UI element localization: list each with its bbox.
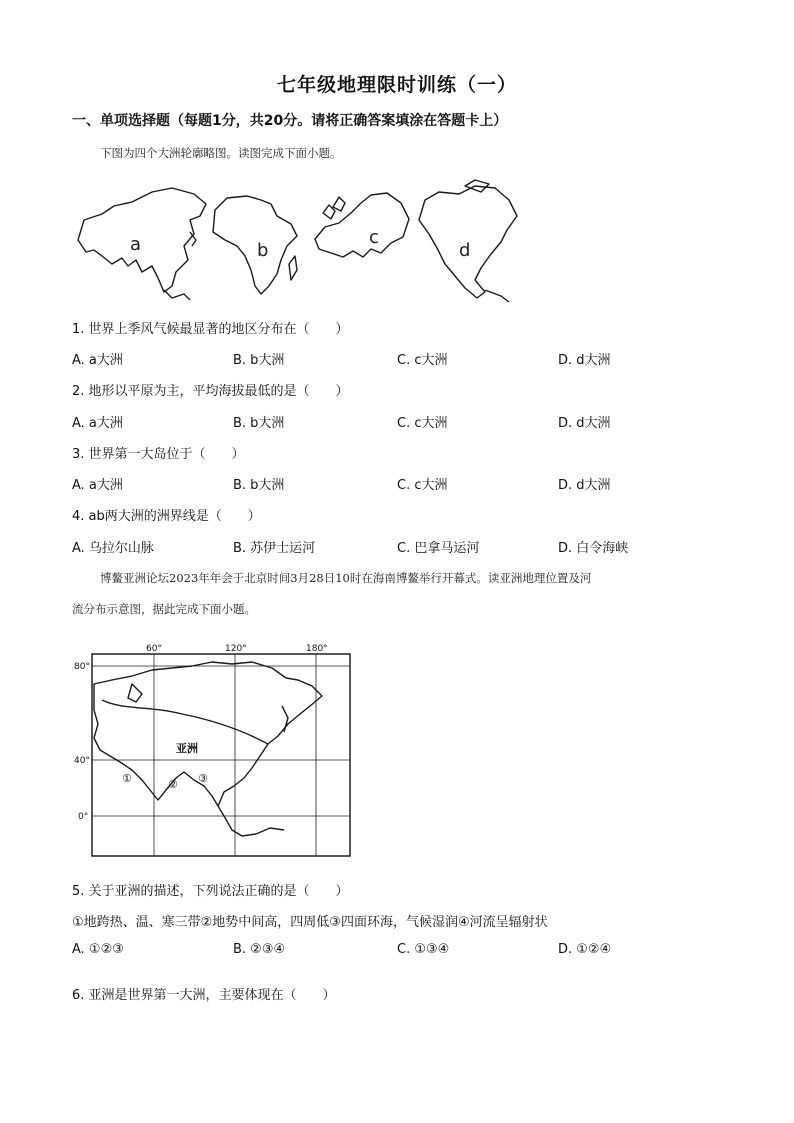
continent-label-d: d <box>459 240 471 261</box>
q1-option-c[interactable]: C. c大洲 <box>397 353 448 368</box>
question-5: 5. 关于亚洲的描述，下列说法正确的是（ ） <box>72 884 349 899</box>
lat-label-40: 40° <box>74 756 90 766</box>
q3-option-d[interactable]: D. d大洲 <box>558 478 611 493</box>
marker-2: ② <box>168 778 178 791</box>
section-heading: 一、单项选择题（每题1分，共20分。请将正确答案填涂在答题卡上） <box>72 113 508 129</box>
question-4: 4. ab两大洲的洲界线是（ ） <box>72 509 261 524</box>
lon-label-120: 120° <box>225 644 247 654</box>
q4-option-a[interactable]: A. 乌拉尔山脉 <box>72 541 154 556</box>
q5-option-d[interactable]: D. ①②④ <box>558 942 612 957</box>
lat-label-80: 80° <box>74 662 90 672</box>
q2-option-b[interactable]: B. b大洲 <box>233 416 285 431</box>
q1-option-a[interactable]: A. a大洲 <box>72 353 123 368</box>
lat-label-0: 0° <box>78 812 89 822</box>
lon-label-180: 180° <box>306 644 328 654</box>
question-2: 2. 地形以平原为主，平均海拔最低的是（ ） <box>72 384 349 399</box>
marker-3: ③ <box>198 772 208 785</box>
question-3: 3. 世界第一大岛位于（ ） <box>72 447 245 462</box>
q2-option-d[interactable]: D. d大洲 <box>558 416 611 431</box>
q3-option-c[interactable]: C. c大洲 <box>397 478 448 493</box>
intro-text-continents: 下图为四个大洲轮廓略图。读图完成下面小题。 <box>100 146 342 160</box>
q5-option-b[interactable]: B. ②③④ <box>233 942 286 957</box>
asia-map <box>72 640 362 862</box>
q3-option-a[interactable]: A. a大洲 <box>72 478 123 493</box>
question-1: 1. 世界上季风气候最显著的地区分布在（ ） <box>72 322 349 337</box>
q1-option-d[interactable]: D. d大洲 <box>558 353 611 368</box>
q5-option-a[interactable]: A. ①②③ <box>72 942 124 957</box>
q5-option-c[interactable]: C. ①③④ <box>397 942 450 957</box>
q2-option-c[interactable]: C. c大洲 <box>397 416 448 431</box>
q4-option-c[interactable]: C. 巴拿马运河 <box>397 541 480 556</box>
q4-option-d[interactable]: D. 白令海峡 <box>558 541 629 556</box>
page-title: 七年级地理限时训练（一） <box>276 74 517 96</box>
q1-option-b[interactable]: B. b大洲 <box>233 353 285 368</box>
continent-a-map <box>72 180 212 305</box>
continent-label-c: c <box>369 227 379 248</box>
q3-option-b[interactable]: B. b大洲 <box>233 478 285 493</box>
q2-option-a[interactable]: A. a大洲 <box>72 416 123 431</box>
question-6: 6. 亚洲是世界第一大洲，主要体现在（ ） <box>72 988 336 1003</box>
continent-label-a: a <box>130 234 142 255</box>
question-5-statements: ①地跨热、温、寒三带②地势中间高，四周低③四面环海，气候湿润④河流呈辐射状 <box>72 915 548 930</box>
intro-text-asia-line1: 博鳌亚洲论坛2023年年会于北京时间3月28日10时在海南博鳌举行开幕式。读亚洲地理位置及河 <box>100 571 592 585</box>
map-label-asia: 亚洲 <box>176 742 198 755</box>
q4-option-b[interactable]: B. 苏伊士运河 <box>233 541 316 556</box>
marker-1: ① <box>122 772 132 785</box>
continent-d-map <box>405 180 525 305</box>
lon-label-60: 60° <box>146 644 162 654</box>
continent-b-map <box>205 190 305 300</box>
continent-label-b: b <box>257 240 269 261</box>
intro-text-asia-line2: 流分布示意图，据此完成下面小题。 <box>72 602 256 616</box>
continent-c-map <box>305 185 415 285</box>
